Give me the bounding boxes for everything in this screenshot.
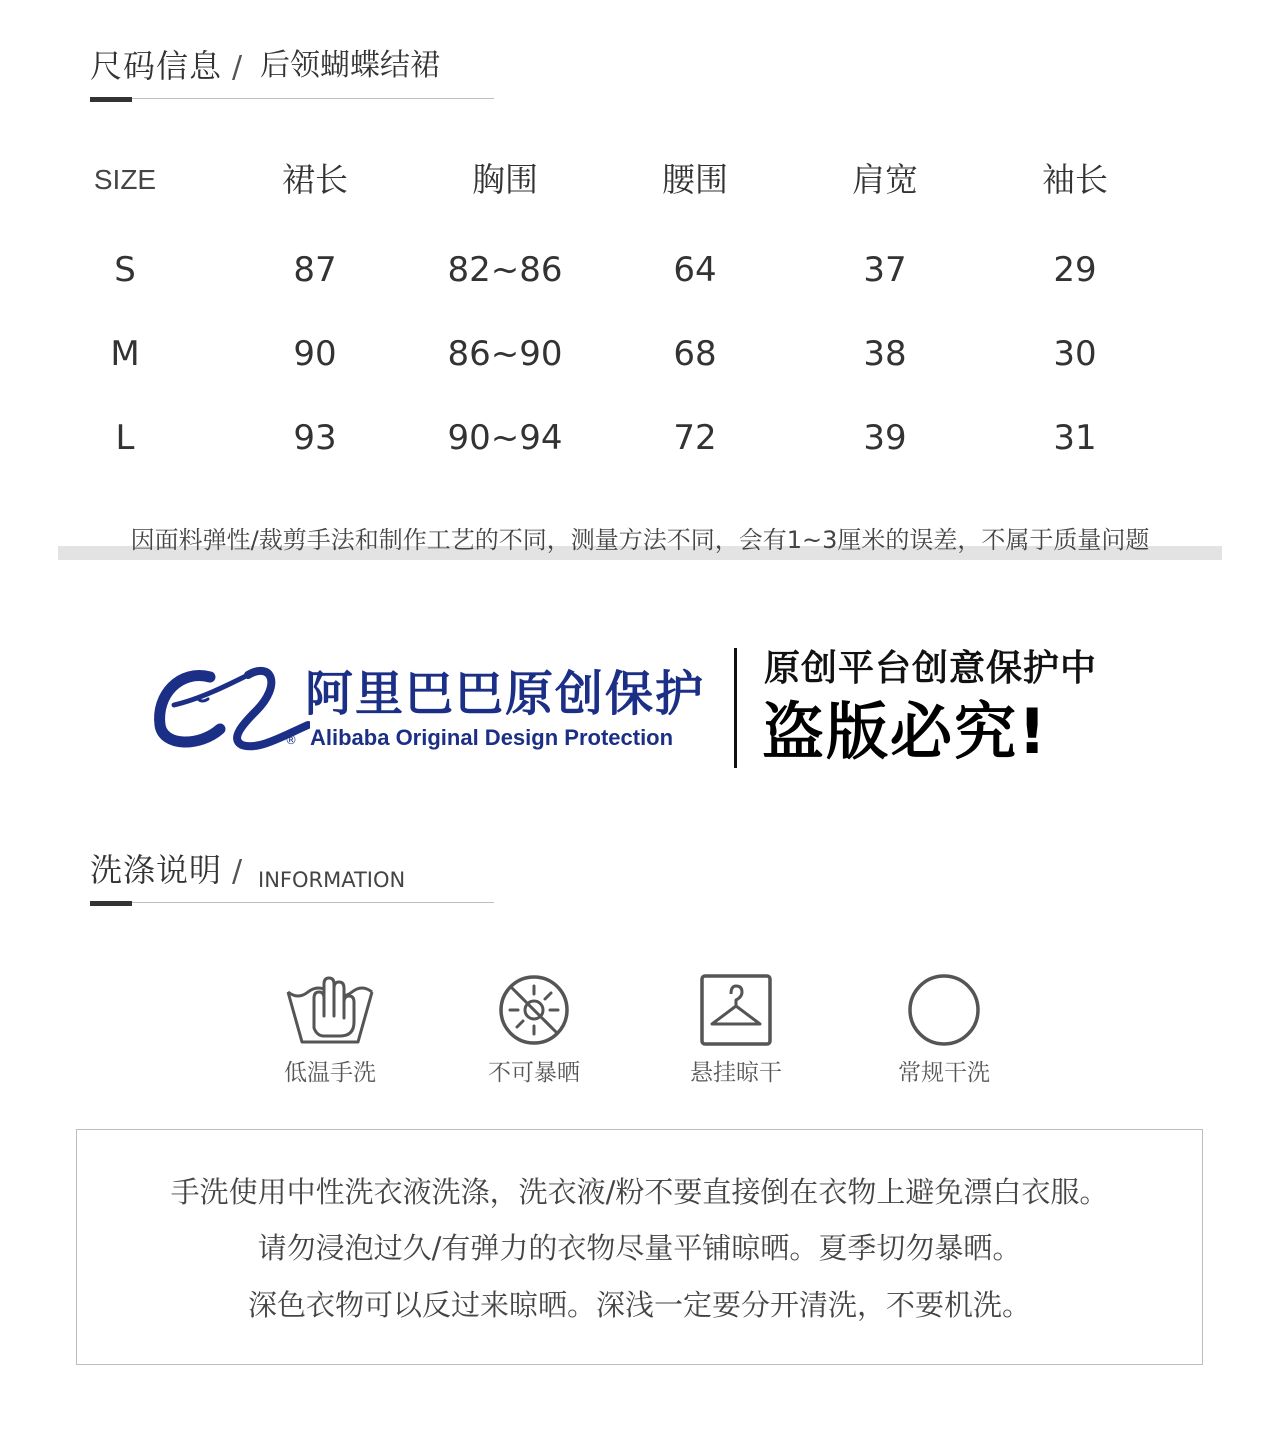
table-cell: 90~94 bbox=[447, 418, 563, 458]
table-cell: 90 bbox=[293, 334, 337, 374]
table-cell: S bbox=[114, 250, 136, 290]
header-waist: 腰围 bbox=[662, 160, 728, 199]
slogan-line-2: 盗版必究! bbox=[762, 695, 1049, 768]
table-cell: M bbox=[110, 334, 140, 374]
hand-wash-icon bbox=[284, 972, 376, 1048]
title-underline-accent bbox=[90, 901, 132, 906]
table-cell: 37 bbox=[863, 250, 907, 290]
dry-clean-icon bbox=[906, 972, 982, 1048]
table-cell: 72 bbox=[673, 418, 717, 458]
table-row bbox=[30, 408, 1170, 468]
slogan-line-1: 原创平台创意保护中 bbox=[764, 648, 1098, 689]
wash-section-header bbox=[90, 850, 494, 903]
table-cell: 29 bbox=[1053, 250, 1097, 290]
table-cell: 31 bbox=[1053, 418, 1097, 458]
care-item-dry-clean bbox=[854, 972, 1034, 1088]
table-cell: 38 bbox=[863, 334, 907, 374]
care-instruction-line: 深色衣物可以反过来晾晒。深浅一定要分开清洗，不要机洗。 bbox=[247, 1288, 1031, 1322]
table-cell: 68 bbox=[673, 334, 717, 374]
care-label: 低温手洗 bbox=[284, 1060, 376, 1086]
no-sun-icon bbox=[496, 972, 572, 1048]
care-item-hand-wash bbox=[240, 972, 420, 1088]
size-section-header bbox=[90, 46, 494, 99]
table-row bbox=[30, 324, 1170, 384]
hang-dry-icon bbox=[698, 972, 774, 1048]
logo-chinese-text: 阿里巴巴原创保护 bbox=[305, 666, 706, 722]
table-cell: 82~86 bbox=[447, 250, 563, 290]
header-skirt-length: 裙长 bbox=[282, 160, 348, 199]
care-instructions-box bbox=[76, 1129, 1203, 1365]
header-shoulder: 肩宽 bbox=[852, 160, 918, 199]
table-cell: 93 bbox=[293, 418, 337, 458]
table-row bbox=[30, 240, 1170, 300]
care-label: 常规干洗 bbox=[898, 1060, 990, 1086]
care-instruction-line: 手洗使用中性洗衣液洗涤，洗衣液/粉不要直接倒在衣物上避免漂白衣服。 bbox=[170, 1175, 1109, 1209]
care-item-no-sun bbox=[444, 972, 624, 1088]
table-cell: L bbox=[115, 418, 135, 458]
size-section-subtitle: 后领蝴蝶结裙 bbox=[260, 48, 440, 83]
header-bust: 胸围 bbox=[472, 160, 538, 199]
title-underline-accent bbox=[90, 97, 132, 102]
care-label: 悬挂晾干 bbox=[690, 1060, 782, 1086]
size-table-header-row bbox=[30, 150, 1170, 210]
header-size: SIZE bbox=[93, 164, 157, 195]
title-separator: / bbox=[232, 854, 243, 889]
wash-section-title: 洗涤说明 bbox=[90, 851, 223, 889]
table-cell: 30 bbox=[1053, 334, 1097, 374]
care-label: 不可暴晒 bbox=[488, 1060, 580, 1086]
wash-section-subtitle: INFORMATION bbox=[258, 868, 406, 892]
table-cell: 86~90 bbox=[447, 334, 563, 374]
table-cell: 64 bbox=[673, 250, 717, 290]
measurement-note: 因面料弹性/裁剪手法和制作工艺的不同，测量方法不同，会有1~3厘米的误差，不属于质量问题 bbox=[130, 526, 1150, 554]
table-cell: 39 bbox=[863, 418, 907, 458]
logo-english-text: Alibaba Original Design Protection bbox=[310, 725, 674, 750]
header-sleeve: 袖长 bbox=[1042, 160, 1108, 199]
size-section-title: 尺码信息 bbox=[90, 47, 223, 85]
care-item-hang-dry bbox=[646, 972, 826, 1088]
registered-mark: ® bbox=[285, 733, 297, 747]
title-separator: / bbox=[232, 50, 243, 85]
logo-divider bbox=[734, 648, 737, 768]
care-instruction-line: 请勿浸泡过久/有弹力的衣物尽量平铺晾晒。夏季切勿暴晒。 bbox=[257, 1231, 1022, 1265]
table-cell: 87 bbox=[293, 250, 337, 290]
